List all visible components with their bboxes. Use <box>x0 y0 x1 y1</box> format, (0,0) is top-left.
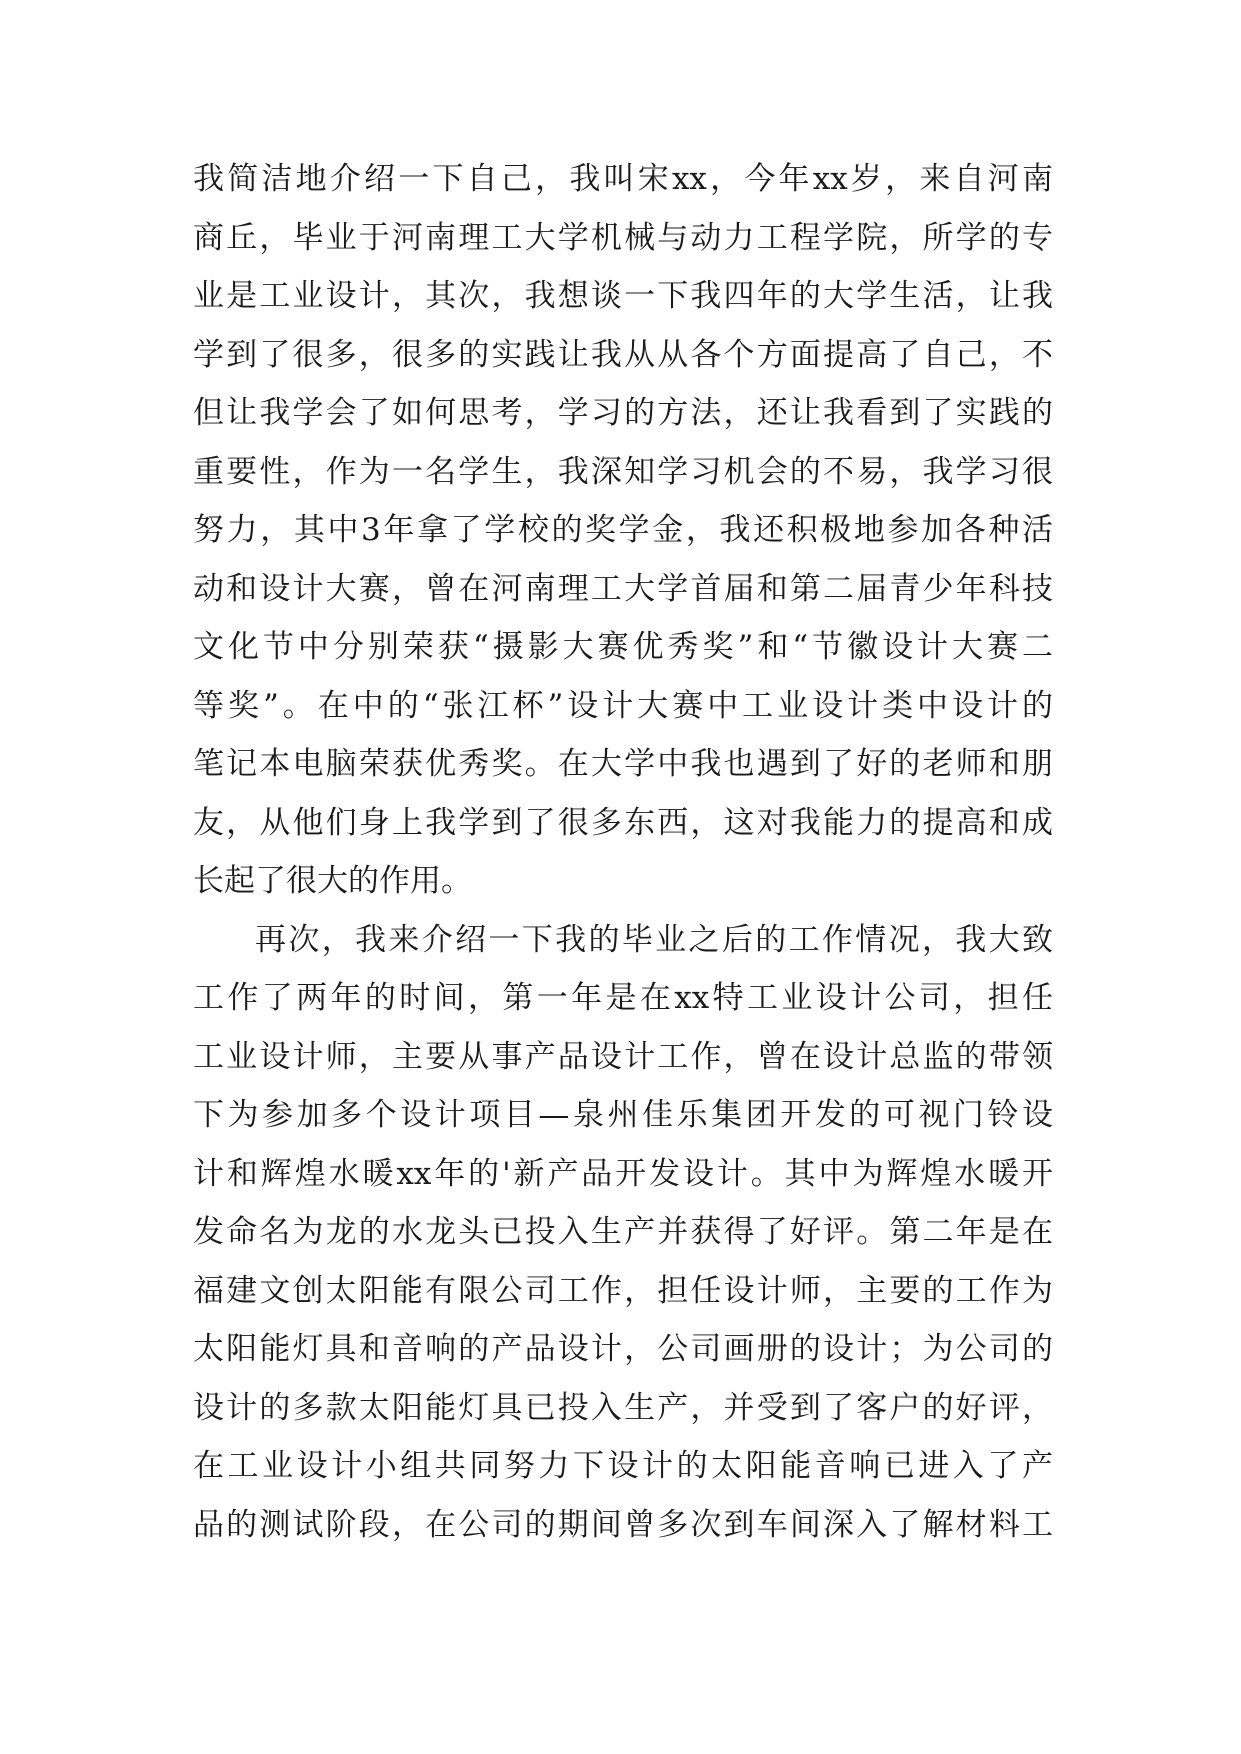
text-line: 工作了两年的时间，第一年是在xx特工业设计公司，担任 <box>193 980 1053 1016</box>
body-text <box>193 150 1053 1554</box>
text-line: 太阳能灯具和音响的产品设计，公司画册的设计；为公司的 <box>193 1331 1053 1367</box>
text-line: 长起了很大的作用。 <box>193 863 472 899</box>
text-line: 发命名为龙的水龙头已投入生产并获得了好评。第二年是在 <box>193 1214 1053 1250</box>
text-line: 工业设计师，主要从事产品设计工作，曾在设计总监的带领 <box>193 1038 1053 1075</box>
text-line: 但让我学会了如何思考，学习的方法，还让我看到了实践的 <box>193 395 1053 431</box>
text-line: 品的测试阶段，在公司的期间曾多次到车间深入了解材料工 <box>193 1506 1053 1543</box>
text-line: 福建文创太阳能有限公司工作，担任设计师，主要的工作为 <box>193 1272 1053 1309</box>
text-line: 动和设计大赛，曾在河南理工大学首届和第二届青少年科技 <box>193 570 1053 607</box>
text-line: 计和辉煌水暖xx年的'新产品开发设计。其中为辉煌水暖开 <box>193 1155 1053 1192</box>
text-line: 商丘，毕业于河南理工大学机械与动力工程学院，所学的专 <box>193 219 1053 256</box>
text-line: 努力，其中3年拿了学校的奖学金，我还积极地参加各种活 <box>193 512 1053 548</box>
text-line: 学到了很多，很多的实践让我从从各个方面提高了自己，不 <box>193 336 1053 373</box>
text-line: 重要性，作为一名学生，我深知学习机会的不易，我学习很 <box>193 453 1053 490</box>
text-line: 业是工业设计，其次，我想谈一下我四年的大学生活，让我 <box>193 278 1053 314</box>
text-line: 文化节中分别荣获“摄影大赛优秀奖”和“节徽设计大赛二 <box>193 629 1053 665</box>
text-line: 笔记本电脑荣获优秀奖。在大学中我也遇到了好的老师和朋 <box>193 746 1053 782</box>
paragraph-1 <box>193 150 1053 911</box>
text-line: 等奖”。在中的“张江杯”设计大赛中工业设计类中设计的 <box>193 687 1053 724</box>
paragraph-2 <box>193 911 1053 1555</box>
text-line: 设计的多款太阳能灯具已投入生产，并受到了客户的好评， <box>193 1389 1053 1426</box>
text-line: 下为参加多个设计项目—泉州佳乐集团开发的可视门铃设 <box>193 1097 1053 1133</box>
text-line: 再次，我来介绍一下我的毕业之后的工作情况，我大致 <box>255 921 1053 958</box>
text-line: 我简洁地介绍一下自己，我叫宋xx，今年xx岁，来自河南 <box>193 161 1053 197</box>
text-line: 友，从他们身上我学到了很多东西，这对我能力的提高和成 <box>193 804 1053 841</box>
text-line: 在工业设计小组共同努力下设计的太阳能音响已进入了产 <box>193 1448 1053 1484</box>
